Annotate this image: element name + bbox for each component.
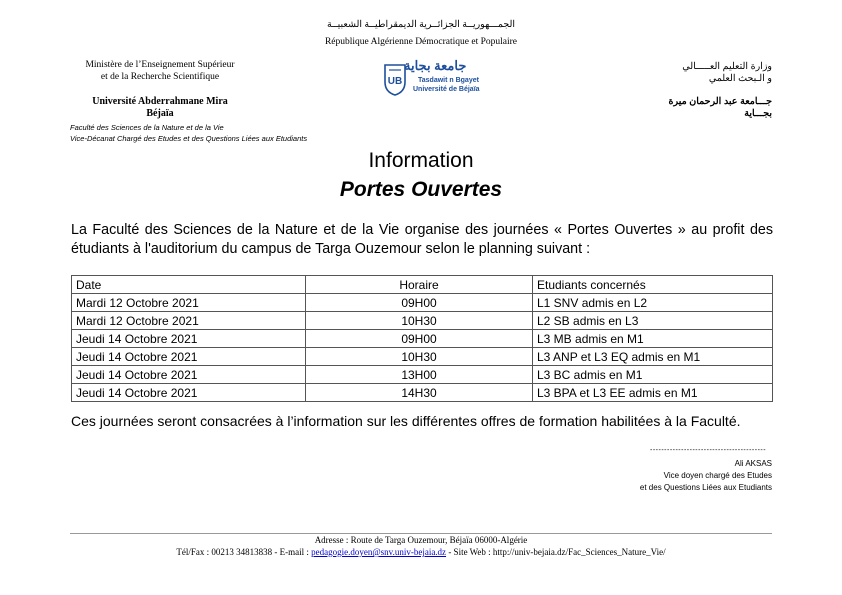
cell-date: Mardi 12 Octobre 2021: [72, 294, 306, 312]
cell-date: Jeudi 14 Octobre 2021: [72, 366, 306, 384]
header-students: Etudiants concernés: [533, 276, 773, 294]
cell-date: Jeudi 14 Octobre 2021: [72, 330, 306, 348]
cell-time: 09H00: [306, 330, 533, 348]
signatory-name: Ali AKSAS: [734, 459, 772, 468]
cell-time: 13H00: [306, 366, 533, 384]
logo-berber-name: Tasdawit n Bgayet: [418, 77, 479, 84]
footer-email-link[interactable]: pedagogie.doyen@snv.univ-bejaia.dz: [311, 547, 447, 557]
cell-date: Jeudi 14 Octobre 2021: [72, 384, 306, 402]
university-french-line-1: Université Abderrahmane Mira: [92, 96, 228, 107]
cell-time: 10H30: [306, 348, 533, 366]
logo-french-name: Université de Béjaïa: [413, 86, 480, 93]
cell-time: 14H30: [306, 384, 533, 402]
cell-time: 10H30: [306, 312, 533, 330]
university-arabic-line-1: جـــامعة عبد الرحمان ميرة: [668, 96, 772, 107]
signatory-role-line-2: et des Questions Liées aux Etudiants: [639, 483, 772, 492]
signature-dashes: -----------------------------------------: [650, 447, 767, 454]
cell-students: L3 ANP et L3 EQ admis en M1: [533, 348, 773, 366]
closing-paragraph: Ces journées seront consacrées à l’information sur les différentes offres de formation habilitées à la Faculté.: [71, 413, 741, 429]
ministry-french-line-2: et de la Recherche Scientifique: [100, 72, 220, 82]
table-row: [72, 294, 773, 312]
cell-time: 09H00: [306, 294, 533, 312]
ministry-french-line-1: Ministère de l’Enseignement Supérieur: [85, 60, 235, 70]
table-row: [72, 348, 773, 366]
ministry-arabic-line-2: و الـبحث العلمي: [708, 73, 772, 84]
table-header-row: [72, 276, 773, 294]
cell-date: Jeudi 14 Octobre 2021: [72, 348, 306, 366]
table-row: [72, 330, 773, 348]
footer-contact: [0, 547, 842, 557]
header-date: Date: [72, 276, 306, 294]
ministry-french: [60, 59, 260, 83]
republic-title-french: République Algérienne Démocratique et Populaire: [324, 37, 518, 47]
header-time: Horaire: [306, 276, 533, 294]
document-subtitle: Portes Ouvertes: [339, 178, 503, 201]
signatory-role-line-1: Vice doyen chargé des Etudes: [663, 471, 772, 480]
svg-text:UB: UB: [387, 76, 403, 87]
ministry-arabic-line-1: وزارة التعليم العـــــالي: [682, 61, 772, 72]
ministry-arabic: [572, 61, 772, 85]
footer-phone: Tél/Fax : 00213 34813838 - E-mail :: [176, 547, 312, 557]
university-arabic-line-2: بجـــاية: [744, 108, 772, 119]
faculty-line-1: Faculté des Sciences de la Nature et de la Vie: [70, 123, 224, 132]
university-french: [60, 96, 260, 120]
cell-students: L1 SNV admis en L2: [533, 294, 773, 312]
faculty-line-2: Vice-Décanat Chargé des Etudes et des Questions Liées aux Etudiants: [70, 133, 308, 143]
cell-students: L3 MB admis en M1: [533, 330, 773, 348]
footer-divider: [70, 533, 772, 534]
cell-students: L2 SB admis en L3: [533, 312, 773, 330]
university-french-line-2: Béjaïa: [146, 108, 174, 119]
footer-site-label: - Site Web :: [446, 547, 493, 557]
intro-paragraph: La Faculté des Sciences de la Nature et de la Vie organise des journées « Portes Ouvertes » au profit des étudiants à l'auditorium du campus de Targa Ouzemour selon le planning suivant :: [71, 222, 773, 257]
footer-address: Adresse : Route de Targa Ouzemour, Béjaïa 06000-Algérie: [314, 535, 528, 545]
faculty-info: [70, 123, 307, 144]
republic-title-arabic: الجمـــهوريــة الجزائــرية الديمقراطيــة الشعبيــة: [327, 20, 515, 30]
cell-students: L3 BC admis en M1: [533, 366, 773, 384]
table-row: [72, 312, 773, 330]
logo-arabic-name: جامعة بجاية: [404, 58, 467, 73]
table-row: [72, 366, 773, 384]
table-row: [72, 384, 773, 402]
cell-students: L3 BPA et L3 EE admis en M1: [533, 384, 773, 402]
footer-site-url: http://univ-bejaia.dz/Fac_Sciences_Nature_Vie/: [492, 547, 666, 557]
signature-block: [522, 458, 772, 494]
planning-table: [71, 275, 773, 402]
university-arabic: [572, 96, 772, 120]
cell-date: Mardi 12 Octobre 2021: [72, 312, 306, 330]
document-title: Information: [368, 149, 474, 172]
